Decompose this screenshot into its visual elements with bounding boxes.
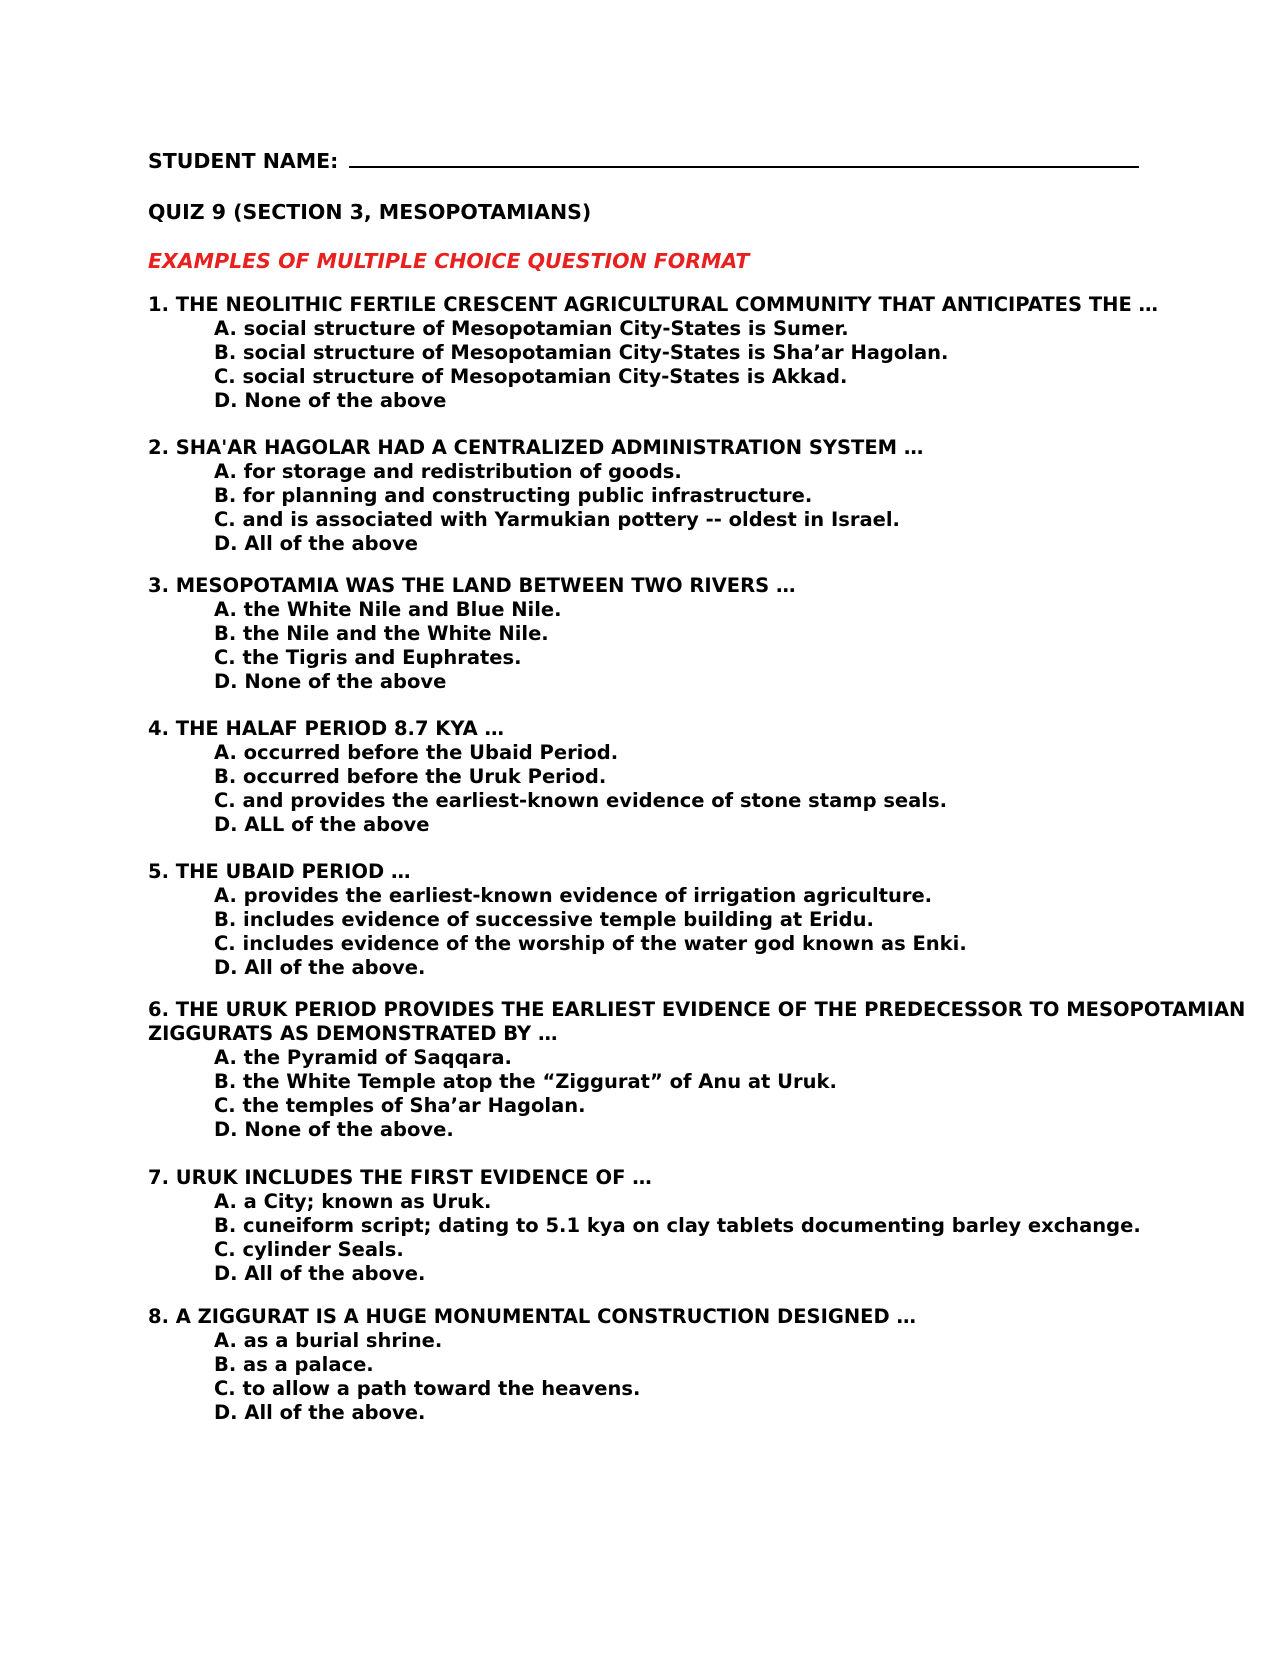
question-stem: 4. THE HALAF PERIOD 8.7 KYA … — [148, 717, 505, 740]
answer-option-a: A. as a burial shrine. — [214, 1329, 443, 1352]
question-stem: 1. THE NEOLITHIC FERTILE CRESCENT AGRICULTURAL COMMUNITY THAT ANTICIPATES THE … — [148, 293, 1159, 316]
answer-option-d: D. All of the above — [214, 532, 418, 555]
answer-option-d: D. All of the above. — [214, 1262, 426, 1285]
answer-option-c: C. and is associated with Yarmukian pottery -- oldest in Israel. — [214, 508, 900, 531]
question-stem: 6. THE URUK PERIOD PROVIDES THE EARLIEST EVIDENCE OF THE PREDECESSOR TO MESOPOTAMIAN — [148, 998, 1246, 1021]
answer-option-a: A. the Pyramid of Saqqara. — [214, 1046, 512, 1069]
answer-option-b: B. cuneiform script; dating to 5.1 kya on clay tablets documenting barley exchange. — [214, 1214, 1141, 1237]
question-stem: 2. SHA'AR HAGOLAR HAD A CENTRALIZED ADMINISTRATION SYSTEM … — [148, 436, 924, 459]
answer-option-c: C. social structure of Mesopotamian City-States is Akkad. — [214, 365, 848, 388]
answer-option-b: B. the White Temple atop the “Ziggurat” of Anu at Uruk. — [214, 1070, 837, 1093]
answer-option-a: A. for storage and redistribution of goods. — [214, 460, 682, 483]
question-stem-continued: ZIGGURATS AS DEMONSTRATED BY … — [148, 1022, 558, 1045]
answer-option-b: B. as a palace. — [214, 1353, 374, 1376]
answer-option-d: D. ALL of the above — [214, 813, 430, 836]
answer-option-c: C. and provides the earliest-known evidence of stone stamp seals. — [214, 789, 948, 812]
answer-option-d: D. All of the above. — [214, 1401, 426, 1424]
answer-option-d: D. None of the above — [214, 670, 447, 693]
answer-option-c: C. to allow a path toward the heavens. — [214, 1377, 641, 1400]
format-heading: EXAMPLES OF MULTIPLE CHOICE QUESTION FORMAT — [148, 249, 750, 273]
question-stem: 8. A ZIGGURAT IS A HUGE MONUMENTAL CONSTRUCTION DESIGNED … — [148, 1305, 916, 1328]
student-name-label: STUDENT NAME: — [148, 149, 339, 173]
answer-option-a: A. a City; known as Uruk. — [214, 1190, 492, 1213]
answer-option-b: B. occurred before the Uruk Period. — [214, 765, 607, 788]
student-name-blank[interactable] — [349, 148, 1139, 168]
answer-option-a: A. the White Nile and Blue Nile. — [214, 598, 562, 621]
answer-option-c: C. the Tigris and Euphrates. — [214, 646, 522, 669]
answer-option-b: B. includes evidence of successive temple building at Eridu. — [214, 908, 874, 931]
answer-option-d: D. None of the above. — [214, 1118, 454, 1141]
quiz-title: QUIZ 9 (SECTION 3, MESOPOTAMIANS) — [148, 200, 592, 224]
student-name-row — [148, 148, 1139, 173]
answer-option-b: B. for planning and constructing public infrastructure. — [214, 484, 813, 507]
answer-option-b: B. the Nile and the White Nile. — [214, 622, 549, 645]
answer-option-d: D. All of the above. — [214, 956, 426, 979]
answer-option-a: A. provides the earliest-known evidence of irrigation agriculture. — [214, 884, 933, 907]
answer-option-c: C. cylinder Seals. — [214, 1238, 404, 1261]
answer-option-a: A. occurred before the Ubaid Period. — [214, 741, 619, 764]
question-stem: 5. THE UBAID PERIOD … — [148, 860, 411, 883]
answer-option-b: B. social structure of Mesopotamian City-States is Sha’ar Hagolan. — [214, 341, 949, 364]
question-stem: 3. MESOPOTAMIA WAS THE LAND BETWEEN TWO RIVERS … — [148, 574, 796, 597]
answer-option-c: C. includes evidence of the worship of the water god known as Enki. — [214, 932, 967, 955]
question-stem: 7. URUK INCLUDES THE FIRST EVIDENCE OF … — [148, 1166, 652, 1189]
answer-option-d: D. None of the above — [214, 389, 447, 412]
answer-option-a: A. social structure of Mesopotamian City-States is Sumer. — [214, 317, 849, 340]
answer-option-c: C. the temples of Sha’ar Hagolan. — [214, 1094, 586, 1117]
